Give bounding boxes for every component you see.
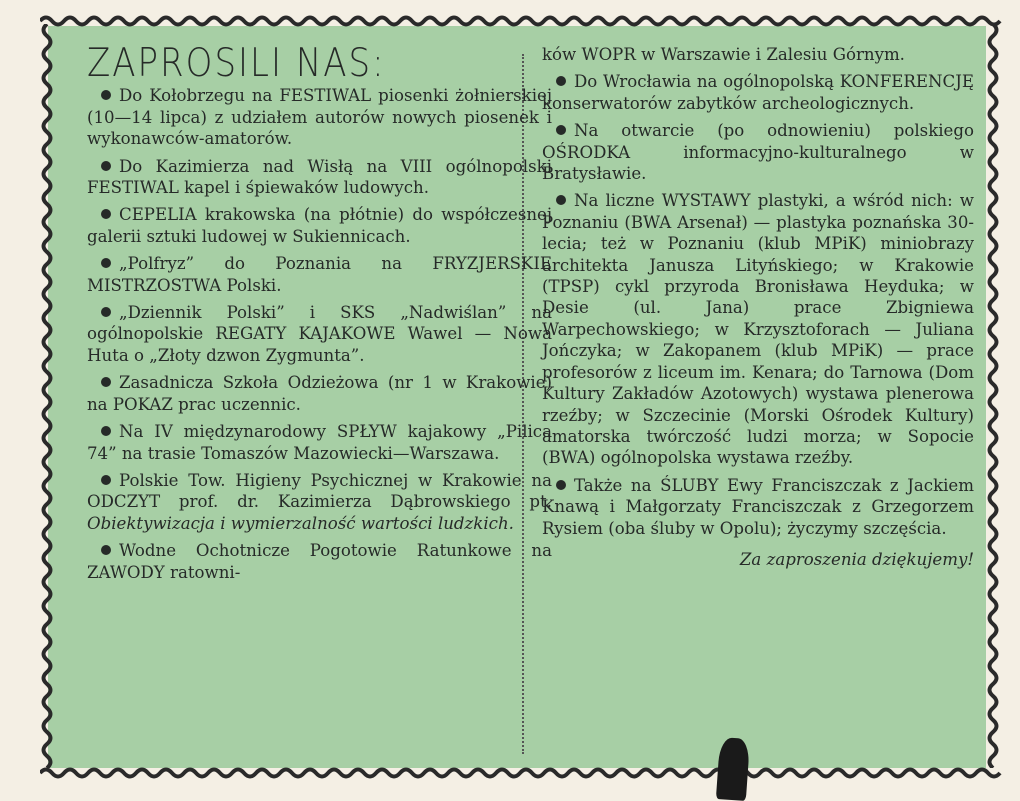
- bullet-icon: [556, 195, 566, 205]
- list-item-continued: ków WOPR w Warszawie i Zalesiu Górnym.: [542, 45, 905, 64]
- right-wavy-border: [986, 24, 1000, 768]
- bullet-icon: [101, 426, 111, 436]
- bullet-icon: [101, 90, 111, 100]
- signoff: Za zaproszenia dziękujemy!: [739, 549, 974, 569]
- list-item: „Polfryz” do Poznania na FRYZJERSKIE MISTRZOSTWA Polski.: [87, 254, 552, 295]
- list-item: Do Kazimierza nad Wisłą na VIII ogólnopolski FESTIWAL kapel i śpiewaków ludowych.: [87, 156, 552, 198]
- list-item: Także na ŚLUBY Ewy Franciszczak z Jackiem Knawą i Małgorzaty Franciszczak z Grzegorzem Rysiem (oba śluby w Opolu); życzymy szczęścia.: [542, 475, 974, 538]
- list-item: Do Wrocławia na ogólnopolską KONFERENCJĘ konserwatorów zabytków archeologicznych.: [542, 72, 974, 113]
- list-item: Zasadnicza Szkoła Odzieżowa (nr 1 w Krakowie) na POKAZ prac uczennic.: [87, 373, 552, 414]
- bullet-icon: [101, 475, 111, 485]
- ink-blot: [716, 737, 750, 801]
- bullet-icon: [556, 480, 566, 490]
- list-item: Na IV międzynarodowy SPŁYW kajakowy „Pilica 74” na trasie Tomaszów Mazowiecki—Warszawa.: [87, 422, 552, 463]
- bullet-icon: [556, 125, 566, 135]
- left-column: [87, 34, 552, 589]
- bullet-icon: [101, 307, 111, 317]
- list-item-exhibitions: Na liczne WYSTAWY plastyki, a wśród nich: w Poznaniu (BWA Arsenał) — plastyka poznańska 30-lecia; też w Poznaniu (klub MPiK) miniobrazy architekta Janusza Lityńskiego; w Krakowie (TPSP) cykl przyroda Bronisława Heyduka; w Desie (ul. Jana) prace Zbigniewa Warpechowskiego; w Krzysztoforach — Juliana Jończyka; w Zakopanem (klub MPiK) — prace profesorów z liceum im. Kenara; do Tarnowa (Dom Kultury Zakładów Azotowych) wystawa plenerowa rzeźby; w Szczecinie (Morski Ośrodek Kultury) amatorska twórczość ludzi morza; w Sopocie (BWA) ogólnopolska wystawa rzeźby.: [542, 191, 974, 468]
- bottom-wavy-border: [40, 766, 1004, 780]
- list-item: Na otwarcie (po odnowieniu) polskiego OŚRODKA informacyjno-kulturalnego w Bratysławie.: [542, 121, 974, 184]
- list-item-odczyt: Polskie Tow. Higieny Psychicznej w Krakowie na ODCZYT prof. dr. Kazimierza Dąbrowskiego pt. Obiektywizacja i wymierzalność wartości ludzkich.: [87, 470, 552, 533]
- list-item: „Dziennik Polski” i SKS „Nadwiślan” na ogólnopolskie REGATY KAJAKOWE Wawel — Nowa Huta o „Złoty dzwon Zygmunta”.: [87, 303, 552, 365]
- top-wavy-border: [40, 14, 1004, 28]
- bullet-icon: [101, 377, 111, 387]
- left-wavy-border: [40, 24, 54, 768]
- bullet-icon: [101, 258, 111, 268]
- lecture-title: Obiektywizacja i wymierzalność wartości ludzkich.: [87, 513, 514, 533]
- bullet-icon: [556, 76, 566, 86]
- bullet-icon: [101, 209, 111, 219]
- list-item-wopr: Wodne Ochotnicze Pogotowie Ratunkowe na ZAWODY ratowni-: [87, 541, 552, 582]
- article-frame: [40, 14, 1004, 782]
- bullet-icon: [101, 161, 111, 171]
- article-heading: ZAPROSILI NAS:: [87, 40, 386, 87]
- right-column: [542, 44, 974, 587]
- bullet-icon: [101, 545, 111, 555]
- list-item: CEPELIA krakowska (na płótnie) do współczesnej galerii sztuki ludowej w Sukiennicach.: [87, 205, 552, 246]
- list-item: Do Kołobrzegu na FESTIWAL piosenki żołnierskiej (10—14 lipca) z udziałem autorów nowych piosenek i wykonawców-amatorów.: [87, 86, 552, 149]
